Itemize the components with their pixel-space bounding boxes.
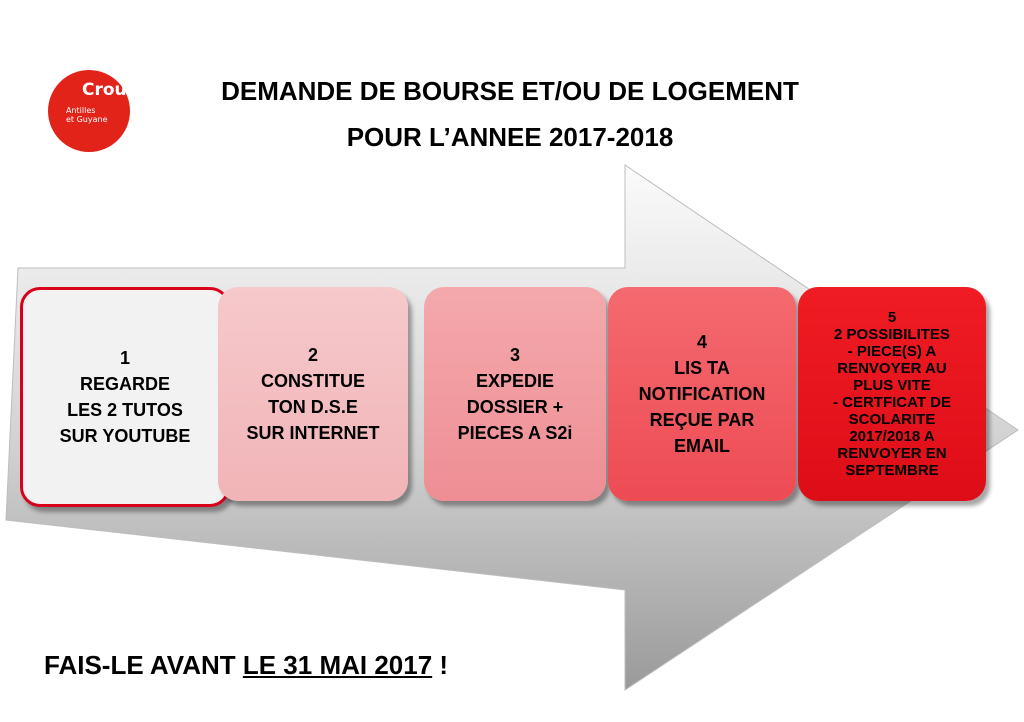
step-1-box	[20, 287, 230, 507]
step-2-box	[218, 287, 408, 501]
page-title-line2: POUR L’ANNEE 2017-2018	[346, 122, 674, 152]
step-5-box	[798, 287, 986, 501]
deadline-text	[44, 650, 448, 681]
step-4-box	[608, 287, 796, 501]
page-title-line1: DEMANDE DE BOURSE ET/OU DE LOGEMENT	[221, 76, 799, 106]
deadline-suffix: !	[432, 650, 449, 680]
logo-brand: Crous	[82, 80, 137, 100]
step-3-text: 3 EXPEDIE DOSSIER + PIECES A S2i	[457, 345, 573, 443]
step-1-text: 1 REGARDE LES 2 TUTOS SUR YOUTUBE	[59, 348, 191, 446]
deadline-prefix: FAIS-LE AVANT	[44, 650, 243, 680]
step-4-text: 4 LIS TA NOTIFICATION REÇUE PAR EMAIL	[638, 332, 766, 456]
step-2-text: 2 CONSTITUE TON D.S.E SUR INTERNET	[246, 345, 380, 443]
deadline-date: LE 31 MAI 2017	[242, 650, 433, 680]
step-5-text: 5 2 POSSIBILITES - PIECE(S) A RENVOYER AU PLUS VITE - CERTFICAT DE SCOLARITE 2017/2018 A RENVOYER EN SEPTEMBRE	[832, 309, 952, 479]
step-3-box	[424, 287, 606, 501]
logo-subtitle: Antilles et Guyane	[66, 106, 108, 124]
